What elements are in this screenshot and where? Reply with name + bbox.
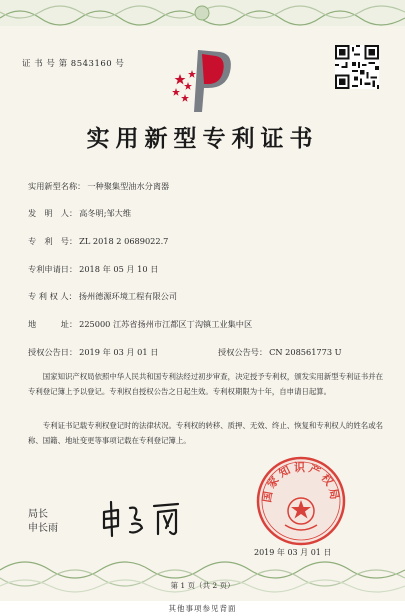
top-ornament-border — [0, 0, 405, 26]
page-title: 实用新型专利证书 — [86, 125, 319, 152]
field-label: 专利申请日： — [28, 264, 78, 274]
grant-number-row — [218, 347, 342, 358]
field-value: 2018 年 05 月 10 日 — [79, 264, 159, 274]
field-label: 授权公告号： — [218, 347, 268, 357]
field-label: 发 明 人： — [28, 208, 78, 218]
field-label: 授权公告日： — [28, 347, 78, 357]
svg-text:国家知识产权局: 国家知识产权局 — [260, 461, 342, 504]
legal-status-paragraph: 专利证书记载专利权登记时的法律状况。专利权的转移、质押、无效、终止、恢复和专利权人的姓名或名称、国籍、地址变更等事项记载在专利登记簿上。 — [28, 421, 383, 445]
page-number: 第 1 页（共 2 页） — [170, 581, 235, 590]
grant-statement-paragraph: 国家知识产权局依照中华人民共和国专利法经过初步审查，决定授予专利权，颁发实用新型专利证书并在专利登记簿上予以登记。专利权自授权公告之日起生效。专利权期限为十年，自申请日起算。 — [28, 372, 383, 396]
footer-note: 其他事项参见背面 — [0, 601, 405, 616]
field-value: 2019 年 03 月 01 日 — [79, 347, 159, 357]
inventor-row — [28, 208, 131, 219]
signatory-name: 申长雨 — [28, 523, 58, 534]
field-value: 225000 江苏省扬州市江都区丁沟镇工业集中区 — [79, 319, 253, 329]
signatory-title: 局长 — [28, 509, 48, 520]
patentee-row — [28, 291, 177, 302]
field-value: CN 208561773 U — [269, 347, 342, 357]
official-seal-icon — [255, 455, 347, 547]
field-label: 专 利 号： — [28, 236, 78, 246]
grant-date-row — [28, 347, 158, 358]
signatory — [28, 508, 58, 536]
field-label: 地 址： — [28, 319, 78, 329]
field-value: ZL 2018 2 0689022.7 — [79, 236, 169, 246]
issue-date: 2019 年 03 月 01 日 — [254, 548, 332, 557]
field-value: 高冬明;邹大维 — [79, 208, 132, 218]
handwritten-signature — [96, 498, 188, 538]
cnipa-logo-icon — [168, 44, 240, 116]
certificate-number: 证 书 号 第 8543160 号 — [22, 59, 125, 69]
application-date-row — [28, 264, 158, 275]
utility-model-name-row — [28, 181, 169, 192]
patent-number-row — [28, 236, 168, 247]
field-label: 专 利 权 人： — [28, 291, 77, 301]
field-value: 扬州德源环境工程有限公司 — [78, 291, 178, 301]
field-value: 一种聚集型油水分离器 — [87, 181, 170, 191]
address-row — [28, 319, 252, 330]
qr-code-icon — [335, 45, 379, 89]
field-label: 实用新型名称： — [28, 181, 86, 191]
